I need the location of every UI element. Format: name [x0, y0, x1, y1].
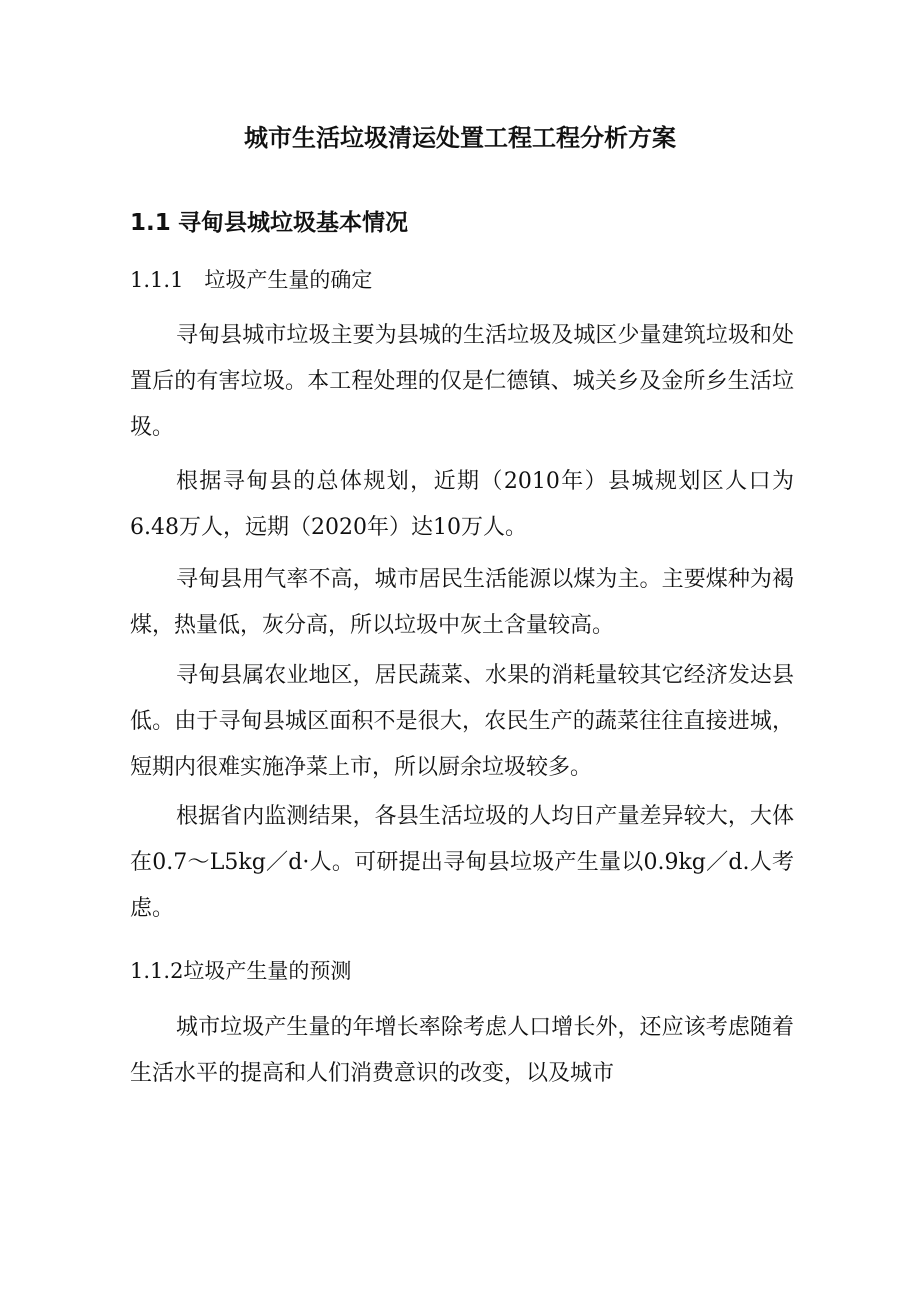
document-title: 城市生活垃圾清运处置工程工程分析方案 — [244, 124, 676, 152]
paragraph: 根据寻甸县的总体规划，近期（2010年）县城规划区人口为6.48万人，远期（2020年）达10万人。 — [130, 469, 794, 540]
subsection-heading-2: 1.1.2垃圾产生量的预测 — [130, 959, 352, 983]
section-heading — [130, 205, 830, 241]
paragraph: 根据省内监测结果，各县生活垃圾的人均日产量差异较大，大体在0.7～L5kg／d·人。可研提出寻甸县垃圾产生量以0.9kg／d.人考虑。 — [130, 804, 794, 921]
paragraph: 寻甸县属农业地区，居民蔬菜、水果的消耗量较其它经济发达县低。由于寻甸县城区面积不是很大，农民生产的蔬菜往往直接进城，短期内很难实施净菜上市，所以厨余垃圾较多。 — [130, 663, 794, 780]
paragraph: 寻甸县用气率不高，城市居民生活能源以煤为主。主要煤种为褐煤，热量低，灰分高，所以垃圾中灰土含量较高。 — [130, 567, 794, 638]
subsection-heading-1: 1.1.1 垃圾产生量的确定 — [130, 268, 373, 292]
section-number: 1.1 — [130, 210, 171, 236]
paragraph: 寻甸县城市垃圾主要为县城的生活垃圾及城区少量建筑垃圾和处置后的有害垃圾。本工程处理的仅是仁德镇、城关乡及金所乡生活垃圾。 — [130, 323, 794, 440]
section-title: 寻甸县城垃圾基本情况 — [178, 210, 408, 236]
paragraph: 城市垃圾产生量的年增长率除考虑人口增长外，还应该考虑随着生活水平的提高和人们消费意识的改变，以及城市 — [130, 1015, 794, 1086]
